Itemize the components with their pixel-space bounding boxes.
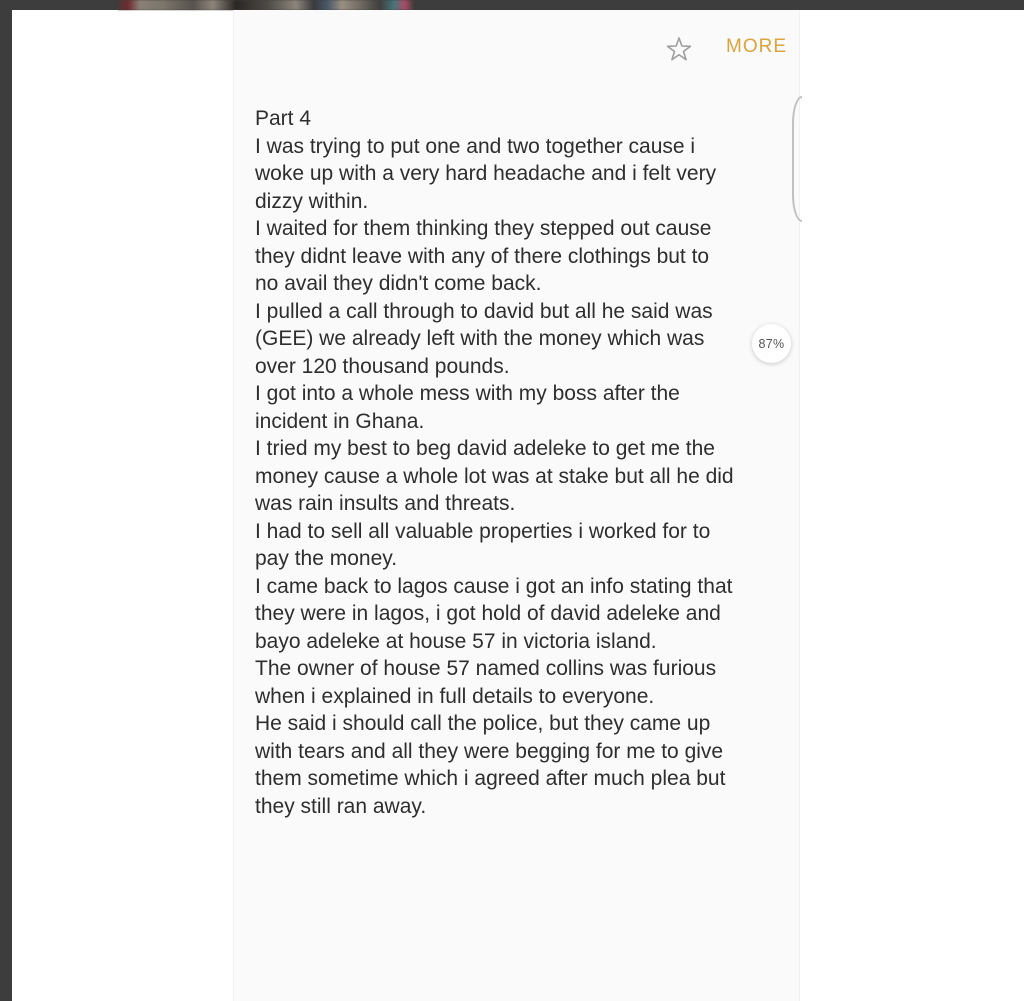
note-line: with tears and all they were begging for me to give xyxy=(255,739,724,763)
note-line: I tried my best to beg david adeleke to get me the xyxy=(255,437,715,460)
note-line: over 120 thousand pounds. xyxy=(255,354,510,378)
note-line: Part 4 xyxy=(255,107,312,130)
note-line: The owner of house 57 named collins was furious xyxy=(255,657,717,680)
note-line: (GEE) we already left with the money which was xyxy=(255,327,705,350)
note-line: money cause a whole lot was at stake but all he did xyxy=(255,464,734,488)
note-line: them sometime which i agreed after much plea but xyxy=(255,767,726,790)
note-line: I got into a whole mess with my boss after the xyxy=(255,382,680,405)
note-line: incident in Ghana. xyxy=(255,409,425,433)
note-line: I waited for them thinking they stepped out cause xyxy=(255,217,712,240)
note-line: I came back to lagos cause i got an info stating that xyxy=(255,574,733,598)
note-line: bayo adeleke at house 57 in victoria island. xyxy=(255,629,657,653)
note-line: pay the money. xyxy=(255,547,398,570)
more-button[interactable]: MORE xyxy=(726,36,787,57)
note-line: no avail they didn't come back. xyxy=(255,272,542,295)
note-line: I pulled a call through to david but all he said was xyxy=(255,299,713,323)
note-line: dizzy within. xyxy=(255,189,369,213)
note-line: woke up with a very hard headache and i felt very xyxy=(255,162,717,185)
note-line: I was trying to put one and two together cause i xyxy=(255,134,696,158)
photo-edge-sliver xyxy=(118,0,416,10)
favorite-star-button[interactable] xyxy=(664,35,694,65)
note-line: was rain insults and threats. xyxy=(255,492,516,515)
note-line: when i explained in full details to everyone. xyxy=(255,684,655,708)
note-line: I had to sell all valuable properties i worked for to xyxy=(255,519,711,543)
note-line: they still ran away. xyxy=(255,794,427,818)
battery-percent-label: 87% xyxy=(758,336,785,351)
note-line: He said i should call the police, but they came up xyxy=(255,712,711,735)
note-text[interactable] xyxy=(255,105,787,820)
note-line: they were in lagos, i got hold of david adeleke and xyxy=(255,602,721,625)
scroll-indicator[interactable] xyxy=(792,96,802,222)
star-outline-icon xyxy=(666,37,692,63)
dark-frame-left xyxy=(0,0,12,1001)
note-line: they didnt leave with any of there clothings but to xyxy=(255,244,710,268)
